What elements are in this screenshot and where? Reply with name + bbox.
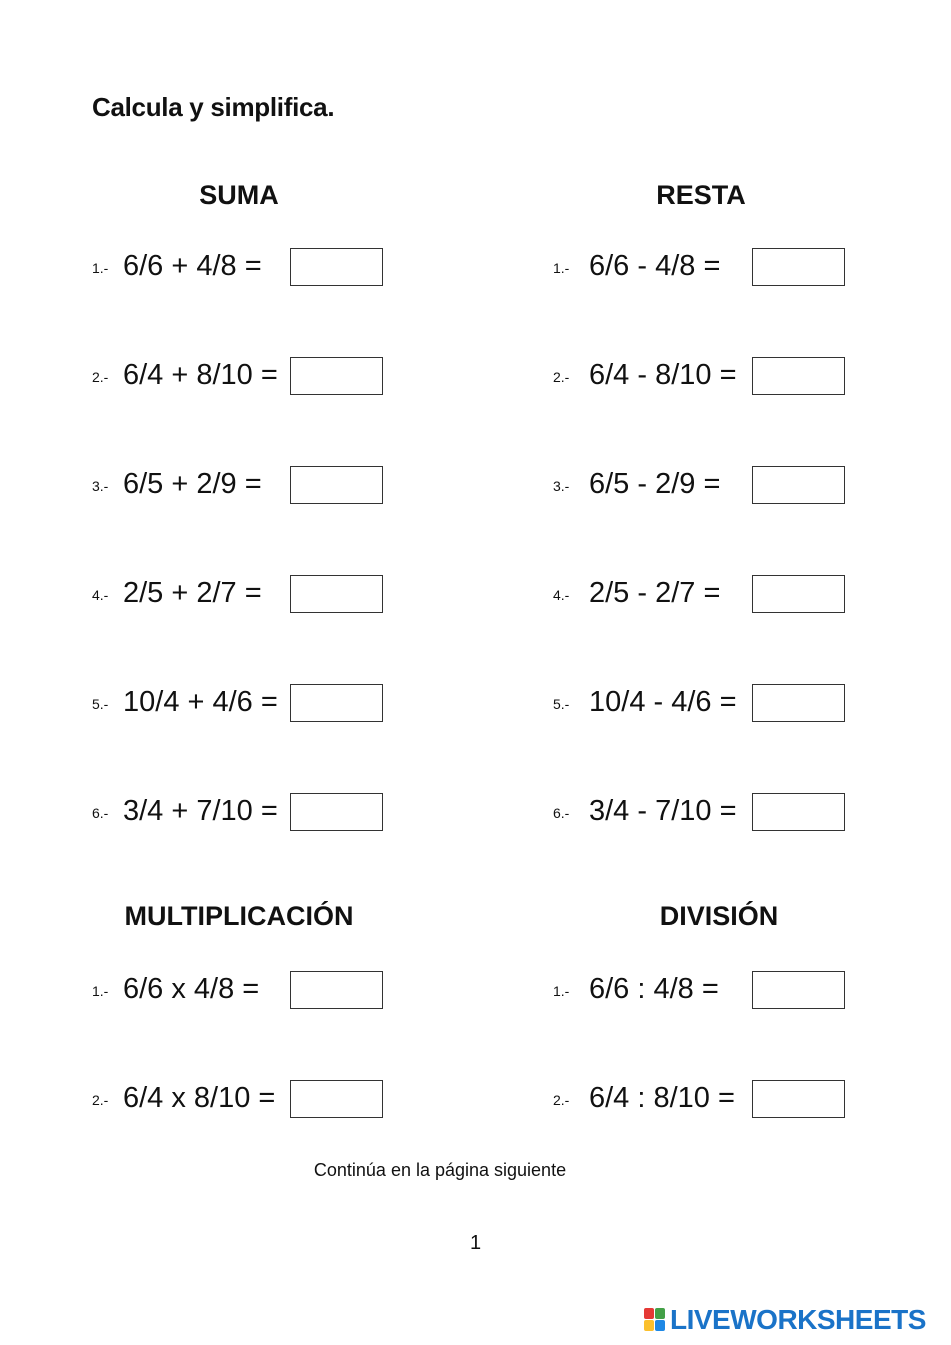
item-number: 6.-: [92, 805, 109, 821]
item-number: 4.-: [92, 587, 109, 603]
suma-answer-box-3[interactable]: [290, 466, 383, 504]
item-number: 3.-: [553, 478, 570, 494]
heading-multiplicacion: MULTIPLICACIÓN: [124, 901, 354, 931]
resta-expression-3: 6/5 - 2/9 =: [589, 468, 721, 500]
item-number: 5.-: [553, 696, 570, 712]
resta-expression-5: 10/4 - 4/6 =: [589, 686, 737, 718]
resta-expression-4: 2/5 - 2/7 =: [589, 577, 721, 609]
item-number: 2.-: [92, 369, 109, 385]
suma-answer-box-6[interactable]: [290, 793, 383, 831]
suma-expression-3: 6/5 + 2/9 =: [123, 468, 262, 500]
item-number: 6.-: [553, 805, 570, 821]
resta-expression-1: 6/6 - 4/8 =: [589, 250, 721, 282]
suma-expression-4: 2/5 + 2/7 =: [123, 577, 262, 609]
multiplicacion-expression-1: 6/6 x 4/8 =: [123, 973, 260, 1005]
suma-expression-6: 3/4 + 7/10 =: [123, 795, 278, 827]
heading-suma: SUMA: [199, 180, 279, 210]
multiplicacion-answer-box-2[interactable]: [290, 1080, 383, 1118]
suma-expression-2: 6/4 + 8/10 =: [123, 359, 278, 391]
multiplicacion-answer-box-1[interactable]: [290, 971, 383, 1009]
item-number: 2.-: [553, 369, 570, 385]
suma-expression-1: 6/6 + 4/8 =: [123, 250, 262, 282]
suma-answer-box-2[interactable]: [290, 357, 383, 395]
item-number: 1.-: [92, 983, 109, 999]
suma-answer-box-1[interactable]: [290, 248, 383, 286]
resta-expression-2: 6/4 - 8/10 =: [589, 359, 737, 391]
resta-answer-box-3[interactable]: [752, 466, 845, 504]
resta-answer-box-4[interactable]: [752, 575, 845, 613]
page-number: 1: [469, 1232, 482, 1254]
resta-answer-box-5[interactable]: [752, 684, 845, 722]
resta-answer-box-1[interactable]: [752, 248, 845, 286]
liveworksheets-logo: [644, 1304, 926, 1336]
logo-text: LIVEWORKSHEETS: [670, 1304, 926, 1335]
division-expression-2: 6/4 : 8/10 =: [589, 1082, 735, 1114]
division-answer-box-2[interactable]: [752, 1080, 845, 1118]
multiplicacion-expression-2: 6/4 x 8/10 =: [123, 1082, 276, 1114]
suma-expression-5: 10/4 + 4/6 =: [123, 686, 278, 718]
resta-answer-box-2[interactable]: [752, 357, 845, 395]
item-number: 4.-: [553, 587, 570, 603]
item-number: 1.-: [92, 260, 109, 276]
item-number: 1.-: [553, 260, 570, 276]
suma-answer-box-5[interactable]: [290, 684, 383, 722]
resta-answer-box-6[interactable]: [752, 793, 845, 831]
division-answer-box-1[interactable]: [752, 971, 845, 1009]
item-number: 2.-: [92, 1092, 109, 1108]
resta-expression-6: 3/4 - 7/10 =: [589, 795, 737, 827]
logo-icon: [644, 1308, 666, 1332]
item-number: 5.-: [92, 696, 109, 712]
item-number: 1.-: [553, 983, 570, 999]
page-title: Calcula y simplifica.: [92, 92, 335, 122]
heading-division: DIVISIÓN: [659, 901, 779, 931]
heading-resta: RESTA: [656, 180, 746, 210]
division-expression-1: 6/6 : 4/8 =: [589, 973, 719, 1005]
item-number: 2.-: [553, 1092, 570, 1108]
item-number: 3.-: [92, 478, 109, 494]
suma-answer-box-4[interactable]: [290, 575, 383, 613]
continue-note: Continúa en la página siguiente: [313, 1160, 567, 1180]
